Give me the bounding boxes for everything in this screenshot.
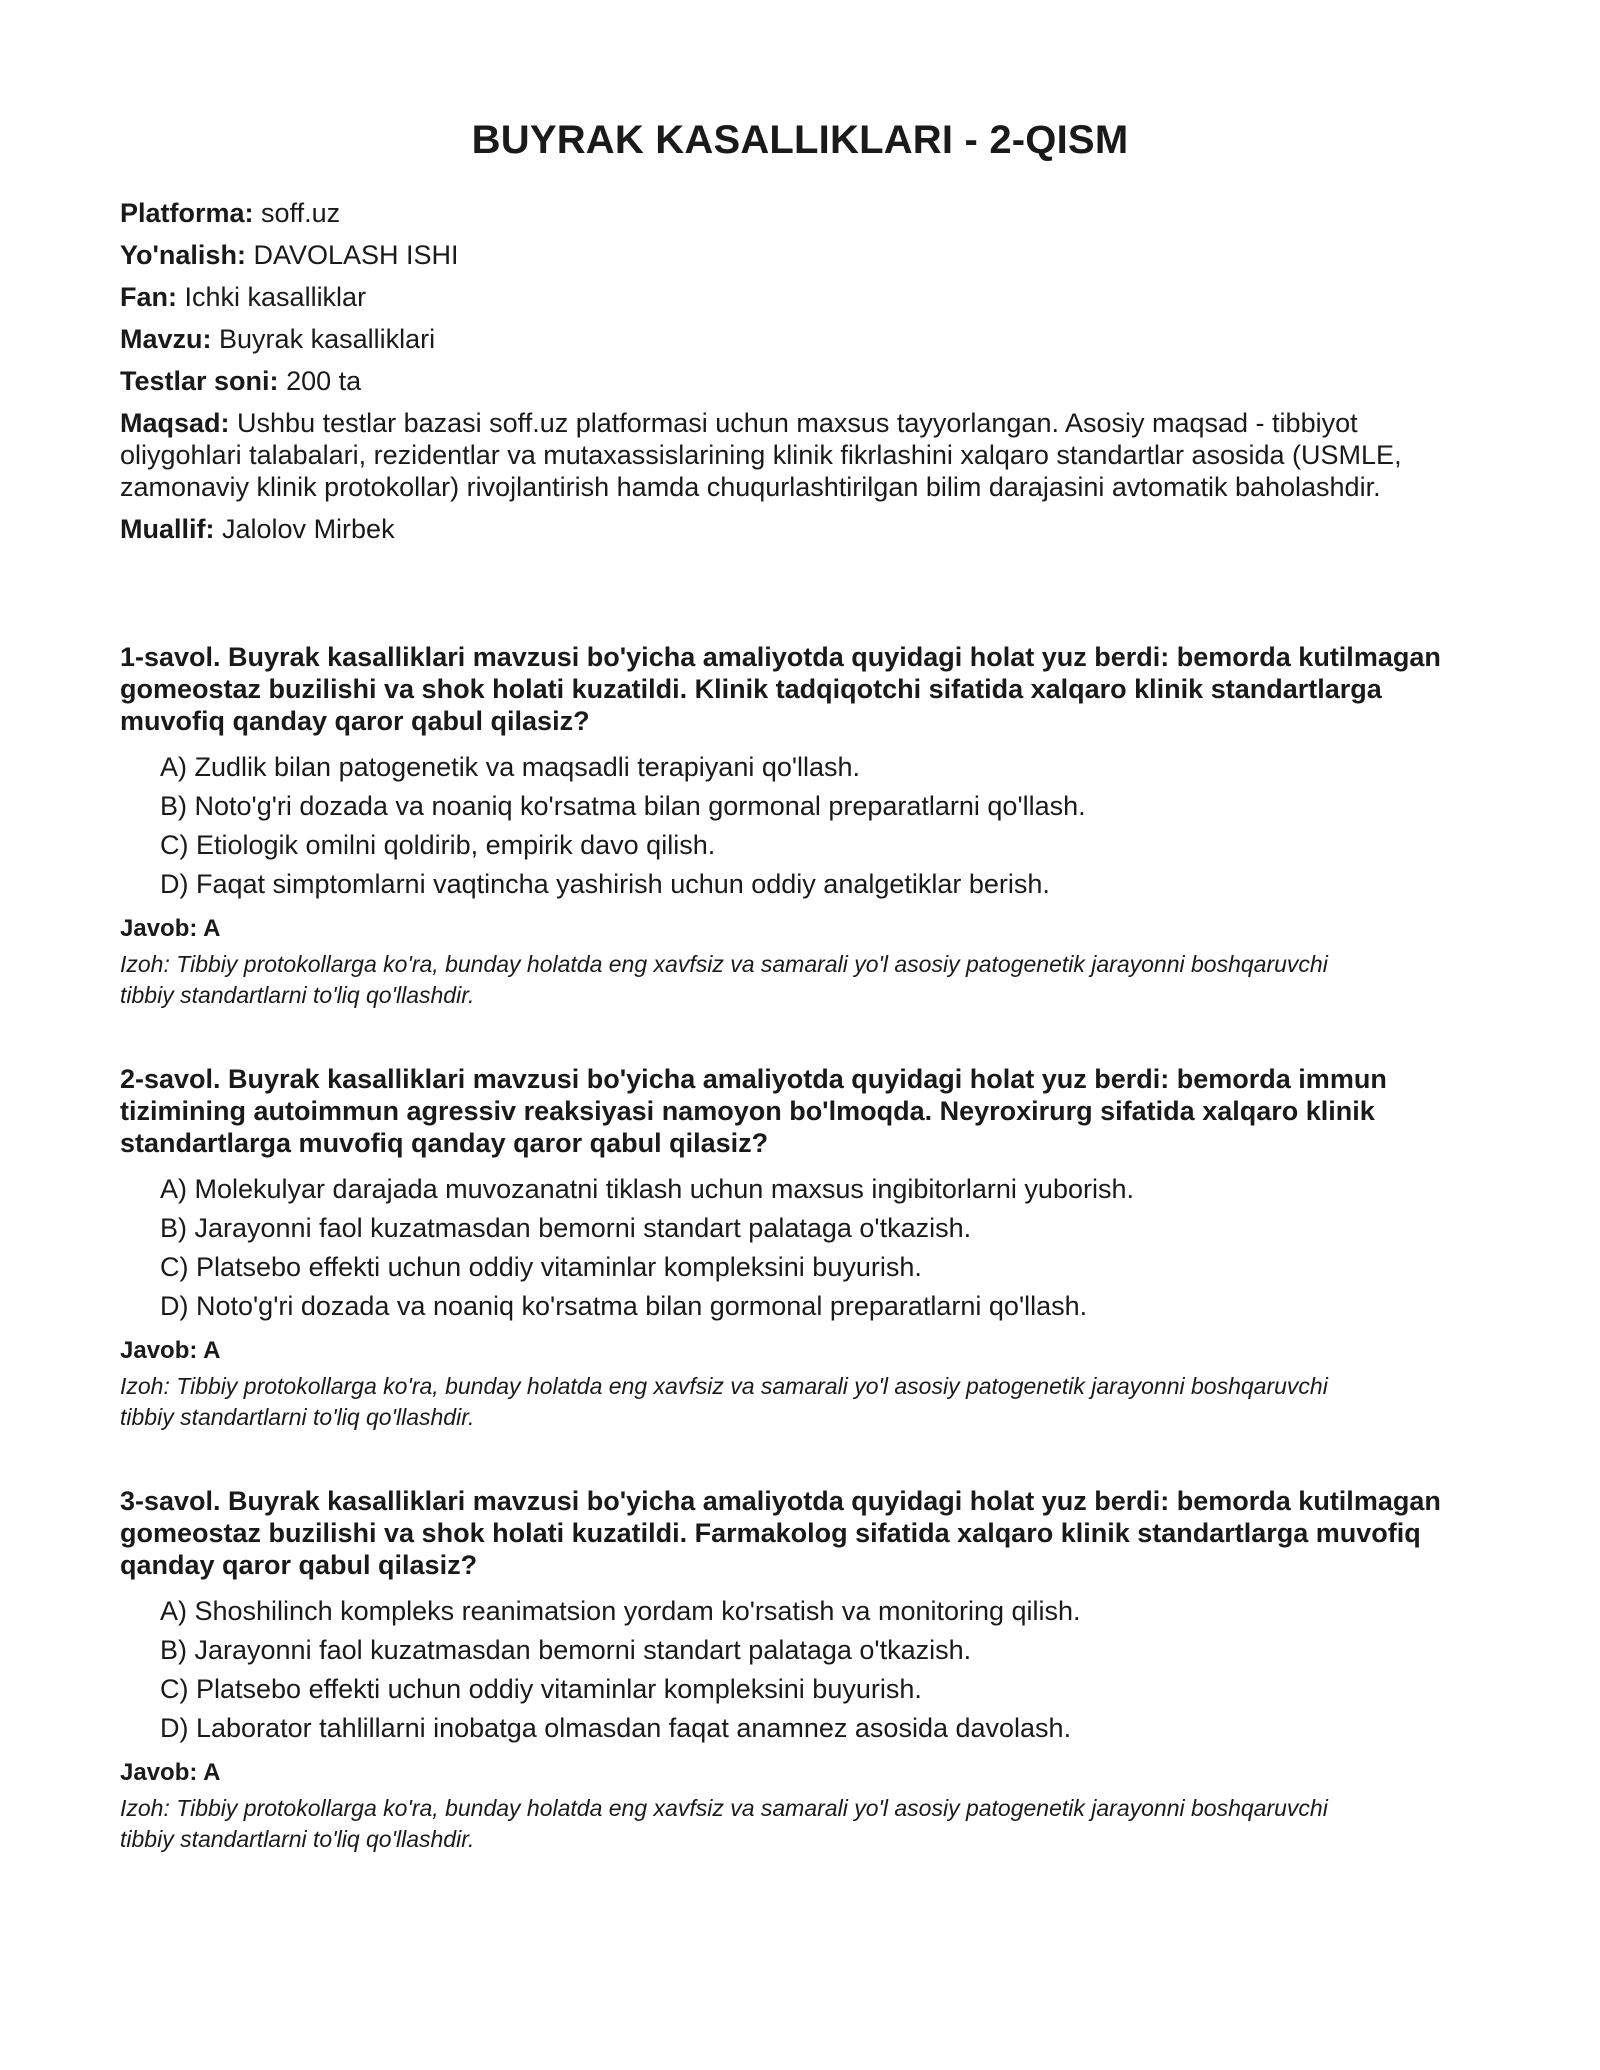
option-d: D) Faqat simptomlarni vaqtincha yashirish uchun oddiy analgetiklar berish. — [160, 869, 1050, 899]
meta-value: soff.uz — [261, 198, 341, 228]
question-2 — [120, 1063, 1480, 1433]
explanation-note: Izoh: Tibbiy protokollarga ko'ra, bunday holatda eng xavfsiz va samarali yo'l asosiy patogenetik jarayonni boshqaruvchi tibbiy standartlarni to'liq qo'llashdir. — [120, 1373, 1328, 1430]
meta-key: Yo'nalish: — [120, 240, 246, 270]
meta-value: Buyrak kasalliklari — [219, 324, 436, 354]
option-b: B) Jarayonni faol kuzatmasdan bemorni standart palataga o'tkazish. — [160, 1213, 972, 1243]
meta-purpose — [120, 407, 1480, 503]
option-d: D) Laborator tahlillarni inobatga olmasdan faqat anamnez asosida davolash. — [160, 1713, 1072, 1743]
meta-key: Maqsad: — [120, 408, 230, 438]
answer-label: Javob: A — [120, 1337, 221, 1364]
option-a: A) Molekulyar darajada muvozanatni tiklash uchun maxsus ingibitorlarni yuborish. — [160, 1174, 1134, 1204]
meta-value: Ichki kasalliklar — [184, 282, 367, 312]
document-title: BUYRAK KASALLIKLARI - 2-QISM — [471, 118, 1129, 162]
option-a: A) Zudlik bilan patogenetik va maqsadli terapiyani qo'llash. — [160, 752, 861, 782]
option-c: C) Platsebo effekti uchun oddiy vitaminlar kompleksini buyurish. — [160, 1252, 922, 1282]
option-d: D) Noto'g'ri dozada va noaniq ko'rsatma bilan gormonal preparatlarni qo'llash. — [160, 1291, 1088, 1321]
meta-test-count — [120, 365, 1480, 397]
answer-label: Javob: A — [120, 1759, 221, 1786]
option-b: B) Jarayonni faol kuzatmasdan bemorni standart palataga o'tkazish. — [160, 1635, 972, 1665]
question-gap — [120, 1433, 1480, 1485]
question-1 — [120, 641, 1480, 1011]
question-3 — [120, 1485, 1480, 1855]
question-gap — [120, 1011, 1480, 1063]
meta-direction — [120, 239, 1480, 271]
option-a: A) Shoshilinch kompleks reanimatsion yordam ko'rsatish va monitoring qilish. — [160, 1596, 1081, 1626]
option-b: B) Noto'g'ri dozada va noaniq ko'rsatma bilan gormonal preparatlarni qo'llash. — [160, 791, 1086, 821]
explanation-note: Izoh: Tibbiy protokollarga ko'ra, bunday holatda eng xavfsiz va samarali yo'l asosiy patogenetik jarayonni boshqaruvchi tibbiy standartlarni to'liq qo'llashdir. — [120, 951, 1328, 1008]
meta-value: DAVOLASH ISHI — [253, 240, 459, 270]
meta-section — [120, 197, 1480, 545]
meta-key: Fan: — [120, 282, 177, 312]
question-text: 2-savol. Buyrak kasalliklari mavzusi bo'yicha amaliyotda quyidagi holat yuz berdi: bemorda immun tizimining autoimmun agressiv reaksiyasi namoyon bo'lmoqda. Neyroxirurg sifatida xalqaro klinik standartlarga muvofiq qanday qaror qabul qilasiz? — [120, 1064, 1387, 1158]
question-text: 1-savol. Buyrak kasalliklari mavzusi bo'yicha amaliyotda quyidagi holat yuz berdi: bemorda kutilmagan gomeostaz buzilishi va shok holati kuzatildi. Klinik tadqiqotchi sifatida xalqaro klinik standartlarga muvofiq qanday qaror qabul qilasiz? — [120, 642, 1441, 736]
meta-topic — [120, 323, 1480, 355]
meta-value: Ushbu testlar bazasi soff.uz platformasi uchun maxsus tayyorlangan. Asosiy maqsad - tibbiyot oliygohlari talabalari, rezidentlar va mutaxassislarining klinik fikrlashini xalqaro standartlar asosida (USMLE, zamonaviy klinik protokollar) rivojlantirish hamda chuqurlashtirilgan bilim darajasini avtomatik baholashdir. — [120, 408, 1402, 502]
meta-key: Testlar soni: — [120, 366, 279, 396]
meta-key: Muallif: — [120, 514, 215, 544]
answer-label: Javob: A — [120, 915, 221, 942]
meta-key: Mavzu: — [120, 324, 212, 354]
explanation-note: Izoh: Tibbiy protokollarga ko'ra, bunday holatda eng xavfsiz va samarali yo'l asosiy patogenetik jarayonni boshqaruvchi tibbiy standartlarni to'liq qo'llashdir. — [120, 1795, 1328, 1852]
question-text: 3-savol. Buyrak kasalliklari mavzusi bo'yicha amaliyotda quyidagi holat yuz berdi: bemorda kutilmagan gomeostaz buzilishi va shok holati kuzatildi. Farmakolog sifatida xalqaro klinik standartlarga muvofiq qanday qaror qabul qilasiz? — [120, 1486, 1441, 1580]
meta-key: Platforma: — [120, 198, 254, 228]
option-c: C) Platsebo effekti uchun oddiy vitaminlar kompleksini buyurish. — [160, 1674, 922, 1704]
meta-value: Jalolov Mirbek — [222, 514, 395, 544]
meta-platform — [120, 197, 1480, 229]
option-c: C) Etiologik omilni qoldirib, empirik davo qilish. — [160, 830, 716, 860]
meta-subject — [120, 281, 1480, 313]
meta-value: 200 ta — [286, 366, 362, 396]
section-spacer — [120, 555, 1480, 641]
meta-author — [120, 513, 1480, 545]
